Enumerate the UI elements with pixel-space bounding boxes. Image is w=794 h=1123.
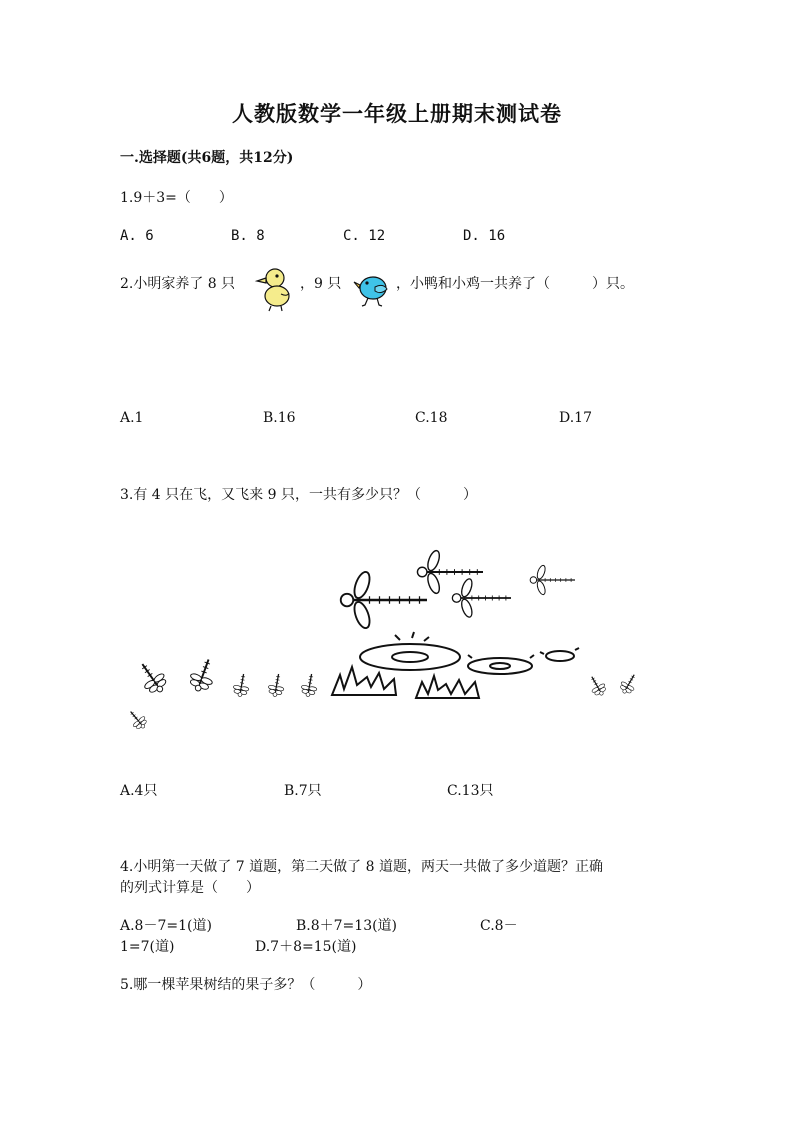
dragonfly-small-1	[133, 658, 171, 698]
dragonfly-small-7	[586, 673, 609, 698]
q1-option-a[interactable]: A. 6	[120, 228, 154, 244]
dragonfly-large-1	[341, 570, 427, 630]
q3-option-a[interactable]: A.4只	[120, 783, 158, 799]
question-5-stem: 5.哪一棵苹果树结的果子多？（ ）	[120, 977, 372, 993]
q1-option-d[interactable]: D. 16	[463, 228, 506, 244]
pond-3	[540, 648, 579, 661]
dragonfly-large-2	[417, 549, 483, 595]
q2-option-b[interactable]: B.16	[263, 410, 296, 426]
grass-1	[332, 667, 396, 695]
grass-2	[416, 676, 479, 698]
dragonfly-small-4	[267, 673, 286, 698]
duck-image	[255, 266, 295, 312]
q2-option-a[interactable]: A.1	[120, 410, 144, 426]
dragonfly-small-2	[186, 656, 219, 695]
question-1-stem: 1.9＋3=（ ）	[120, 190, 233, 206]
dragonfly-small-5	[300, 673, 319, 698]
q3-option-c[interactable]: C.13只	[447, 783, 494, 799]
q4-option-d[interactable]: D.7＋8=15(道)	[255, 939, 357, 955]
section-heading: 一.选择题(共6题，共12分)	[120, 150, 294, 166]
dragonfly-large-4	[530, 564, 575, 595]
page-title: 人教版数学一年级上册期末测试卷	[232, 101, 562, 126]
dragonfly-pond-illustration	[120, 550, 660, 740]
q3-option-b[interactable]: B.7只	[284, 783, 322, 799]
q2-option-c[interactable]: C.18	[415, 410, 448, 426]
q2-option-d[interactable]: D.17	[559, 410, 592, 426]
q1-option-b[interactable]: B. 8	[231, 228, 265, 244]
pond-2	[468, 655, 534, 674]
q4-option-c-continued[interactable]: 1=7(道)	[120, 939, 175, 955]
q4-option-a[interactable]: A.8－7=1(道)	[120, 918, 212, 934]
dragonfly-small-3	[232, 673, 251, 698]
question-4-stem-line1: 4.小明第一天做了 7 道题，第二天做了 8 道题，两天一共做了多少道题？正确	[120, 859, 603, 875]
dragonfly-large-3	[452, 578, 511, 619]
dragonfly-small-8	[617, 671, 640, 696]
question-2-stem-part3: ，小鸭和小鸡一共养了（ ）只。	[396, 276, 634, 292]
q4-option-b[interactable]: B.8＋7=13(道)	[296, 918, 398, 934]
dragonfly-small-6	[125, 707, 150, 732]
q4-option-c[interactable]: C.8－	[480, 918, 518, 934]
question-4-stem-line2: 的列式计算是（ ）	[120, 880, 260, 896]
question-2-stem-part2: ，9 只	[300, 276, 342, 292]
q1-option-c[interactable]: C. 12	[343, 228, 386, 244]
question-2-stem-part1: 2.小明家养了 8 只	[120, 276, 236, 292]
question-3-stem: 3.有 4 只在飞，又飞来 9 只，一共有多少只？（ ）	[120, 487, 477, 503]
chick-image	[353, 270, 393, 308]
pond-1	[360, 632, 460, 670]
